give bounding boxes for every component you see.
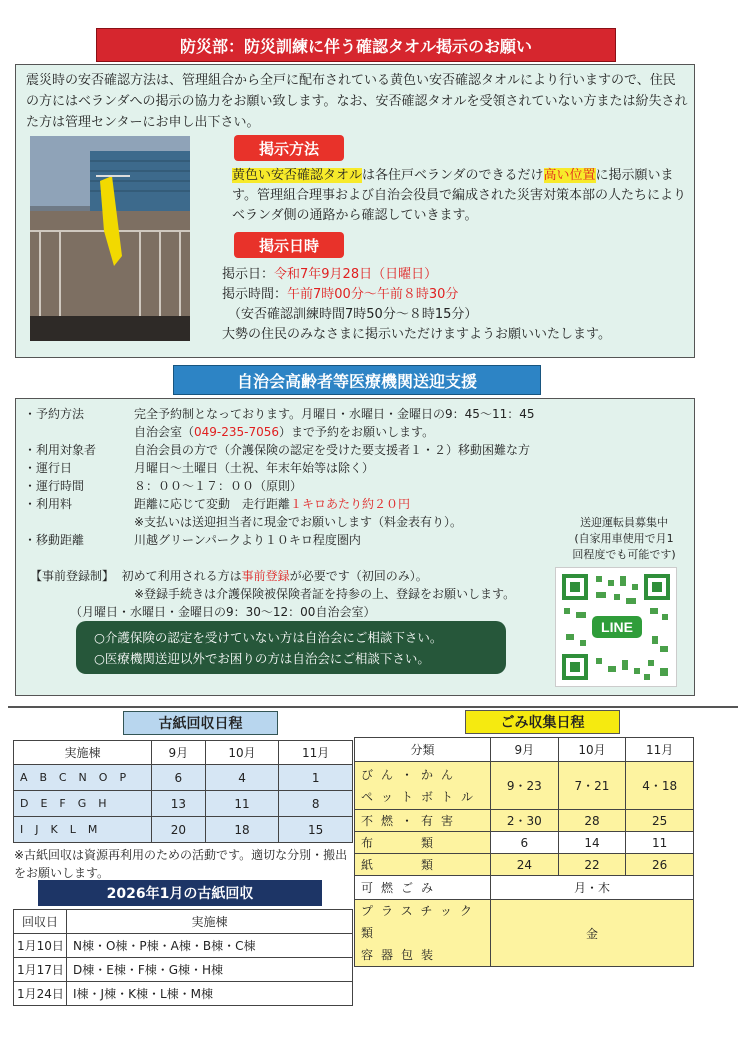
disaster-section-header: 防災部：防災訓練に伴う確認タオル掲示のお願い: [96, 28, 616, 62]
garbage-head-sep: 9月: [491, 738, 559, 762]
paper-head-oct: 10月: [205, 741, 279, 765]
date-value: 令和7年9月28日（日曜日）: [274, 267, 438, 282]
date-label: 掲示日：: [222, 267, 275, 282]
row-fee-value: [134, 495, 410, 513]
phone-pre: 自治会室（: [134, 425, 195, 439]
towel-highlight: 黄色い安否確認タオル: [232, 168, 363, 183]
garbage-cell: 22: [558, 854, 626, 876]
consult-line-2: ○医療機関送迎以外でお困りの方は自治会にご相談下さい。: [94, 651, 430, 666]
table-row: [355, 900, 694, 967]
paper-cell: 20: [152, 817, 206, 843]
paper-cell: 6: [152, 765, 206, 791]
time-value: 午前7時00分～午前８時30分: [287, 287, 459, 302]
date-block: [222, 265, 692, 345]
consult-line-1: ○介護保険の認定を受けていない方は自治会にご相談下さい。: [94, 630, 443, 645]
garbage-head-oct: 10月: [558, 738, 626, 762]
garbage-label-burnable: 可燃ごみ: [355, 876, 491, 900]
registration-hours: （月曜日・水曜日・金曜日の9：30～12：00自治会室）: [70, 605, 376, 619]
paper-note: ※古紙回収は資源再利用のための活動です。適切な分別・搬出をお願いします。: [14, 848, 348, 880]
method-text-1: は各住戸ベランダのできるだけ: [362, 168, 544, 183]
garbage-cell: 7・21: [558, 762, 626, 810]
transport-panel: [15, 398, 695, 696]
table-row: [355, 810, 694, 832]
row-target-value: 自治会員の方で（介護保険の認定を受けた要支援者１・２）移動困難な方: [134, 443, 531, 457]
row-distance-value: 川越グリーンパークより１０キロ程度圏内: [134, 533, 361, 547]
jan-paper-table: [13, 909, 353, 1006]
qr-line-label: LINE: [601, 619, 633, 635]
registration-pre: 初めて利用される方は: [121, 569, 242, 583]
garbage-schedule-title: ごみ収集日程: [465, 710, 620, 734]
garbage-cell: 9・23: [491, 762, 559, 810]
garbage-label-plastic: [355, 900, 491, 967]
paper-bld-2: DEFGH: [14, 791, 152, 817]
paper-cell: 18: [205, 817, 279, 843]
garbage-label-cloth: 布 類: [355, 832, 491, 854]
driver-note-3: 回程度でも可能です): [572, 548, 676, 561]
table-row: [355, 832, 694, 854]
garbage-cell: 月・木: [491, 876, 694, 900]
row-reservation-value: 完全予約制となっております。月曜日・水曜日・金曜日の9：45～11：45: [134, 407, 535, 421]
fee-pre: 距離に応じて変動 走行距離: [134, 497, 291, 511]
row-fee-note: ※支払いは送迎担当者に現金でお願いします（料金表有り）。: [134, 515, 463, 529]
row-hours-label: ・運行時間: [24, 479, 85, 493]
garbage-cell: 14: [558, 832, 626, 854]
table-row: [14, 958, 353, 982]
high-position-highlight: 高い位置: [543, 168, 596, 183]
section-divider: [8, 706, 738, 708]
bottles-line-2: ペットボトル: [361, 789, 482, 804]
registration-post: が必要です（初回のみ）。: [289, 569, 428, 583]
row-fee-label: ・利用料: [24, 497, 73, 511]
driver-note-1: 送迎運転員募集中: [580, 516, 668, 529]
table-row: [14, 817, 353, 843]
jan-date: 1月10日: [14, 934, 67, 958]
garbage-cell: 4・18: [626, 762, 694, 810]
paper-cell: 8: [279, 791, 353, 817]
jan-buildings: I棟・J棟・K棟・L棟・M棟: [67, 982, 353, 1006]
row-days-value: 月曜日～土曜日（土祝、年末年始等は除く）: [134, 461, 375, 475]
line-qr-code[interactable]: [555, 567, 677, 687]
garbage-label-paper: 紙 類: [355, 854, 491, 876]
paper-bld-3: IJKLM: [14, 817, 152, 843]
paper-cell: 11: [205, 791, 279, 817]
paper-cell: 1: [279, 765, 353, 791]
paper-cell: 4: [205, 765, 279, 791]
transport-section-header: 自治会高齢者等医療機関送迎支援: [173, 365, 541, 395]
garbage-cell: 金: [491, 900, 694, 967]
driver-recruit-note: [544, 515, 704, 563]
paper-schedule-table: [13, 740, 353, 843]
garbage-label-nonburn: 不燃・有害: [355, 810, 491, 832]
phone-number: 049-235-7056: [194, 425, 280, 439]
fee-rate: １キロあたり約２０円: [290, 497, 411, 511]
closing-text: 大勢の住民のみなさまに掲示いただけますようお願いいたします。: [222, 327, 611, 342]
garbage-head-category: 分類: [355, 738, 491, 762]
plastic-line-2: 容器包装: [361, 948, 442, 962]
table-row: [14, 765, 353, 791]
registration-label: 【事前登録制】: [30, 569, 115, 583]
registration-line: [30, 567, 428, 585]
table-row: [355, 854, 694, 876]
jan-paper-title: 2026年1月の古紙回収: [38, 880, 322, 906]
consult-box: [76, 621, 506, 674]
row-reservation-phone: [134, 423, 434, 441]
check-time: （安否確認訓練時間7時50分～８時15分）: [228, 307, 478, 322]
garbage-cell: 2・30: [491, 810, 559, 832]
table-row: [355, 876, 694, 900]
time-label: 掲示時間：: [222, 287, 288, 302]
table-row: [14, 934, 353, 958]
garbage-cell: 24: [491, 854, 559, 876]
garbage-cell: 11: [626, 832, 694, 854]
paper-head-building: 実施棟: [14, 741, 152, 765]
driver-note-2: (自家用車使用で月1: [574, 532, 674, 545]
registration-note: ※登録手続きは介護保険被保険者証を持参の上、登録をお願いします。: [134, 587, 516, 601]
date-title-pill: 掲示日時: [234, 232, 344, 258]
row-hours-value: ８：００～１７：００（原則）: [134, 479, 303, 493]
table-row: [14, 791, 353, 817]
row-reservation-label: ・予約方法: [24, 407, 85, 421]
bottles-line-1: びん・かん: [361, 767, 462, 782]
plastic-line-1: プラスチック類: [361, 904, 481, 940]
row-distance-label: ・移動距離: [24, 533, 85, 547]
garbage-cell: 6: [491, 832, 559, 854]
paper-head-nov: 11月: [279, 741, 353, 765]
phone-post: ）まで予約をお願いします。: [279, 425, 435, 439]
method-text-2: に掲示願います。管理組合理事および自治会役員で編成された災害対策本部の人たちによりベランダ側の通路から確認していきます。: [232, 168, 686, 223]
towel-photo: [30, 136, 190, 341]
jan-head-date: 回収日: [14, 910, 67, 934]
table-row: [355, 762, 694, 810]
paper-bld-1: ABCNOP: [14, 765, 152, 791]
jan-buildings: N棟・O棟・P棟・A棟・B棟・C棟: [67, 934, 353, 958]
row-target-label: ・利用対象者: [24, 443, 97, 457]
garbage-head-nov: 11月: [626, 738, 694, 762]
jan-date: 1月24日: [14, 982, 67, 1006]
garbage-schedule-table: [354, 737, 694, 967]
registration-red: 事前登録: [241, 569, 290, 583]
jan-head-building: 実施棟: [67, 910, 353, 934]
row-days-label: ・運行日: [24, 461, 73, 475]
paper-head-sep: 9月: [152, 741, 206, 765]
jan-buildings: D棟・E棟・F棟・G棟・H棟: [67, 958, 353, 982]
table-row: [14, 982, 353, 1006]
garbage-label-bottles: [355, 762, 491, 810]
jan-date: 1月17日: [14, 958, 67, 982]
method-paragraph: [232, 166, 688, 226]
intro-paragraph: 震災時の安否確認方法は、管理組合から全戸に配布されている黄色い安否確認タオルにより行いますので、住民の方にはベランダへの掲示の協力をお願い致します。なお、安否確認タオルを受領されていない方または紛失された方は管理センターにお申し出下さい。: [26, 73, 688, 130]
method-title-pill: 掲示方法: [234, 135, 344, 161]
paper-cell: 13: [152, 791, 206, 817]
paper-schedule-title: 古紙回収日程: [123, 711, 278, 735]
garbage-cell: 25: [626, 810, 694, 832]
garbage-cell: 28: [558, 810, 626, 832]
garbage-cell: 26: [626, 854, 694, 876]
disaster-notice-panel: [15, 64, 695, 358]
paper-cell: 15: [279, 817, 353, 843]
